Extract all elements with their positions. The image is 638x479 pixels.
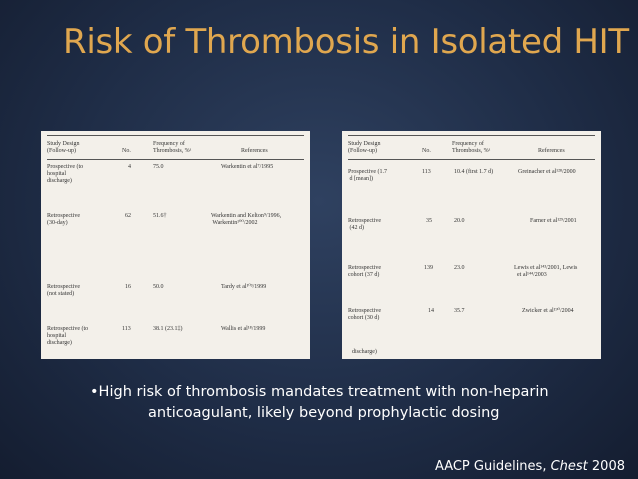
- right-table-image: [342, 131, 601, 359]
- citation-year: 2008: [587, 459, 625, 474]
- header-study-design: Study Design (Follow-up): [47, 141, 80, 154]
- bullet-line-1: •High risk of thrombosis mandates treatment with non-heparin: [90, 384, 549, 400]
- table-cell: Warkentin et al⁷/1995: [221, 164, 274, 170]
- table-cell: Retrospective cohort (30 d): [348, 308, 381, 321]
- table-rule-top: [47, 135, 304, 136]
- table-cell: 14: [428, 308, 434, 314]
- table-cell: 35: [426, 218, 432, 224]
- header-frequency: Frequency of Thrombosis, %ᵃ: [153, 141, 192, 154]
- table-cell: discharge): [352, 349, 377, 355]
- table-cell: 38.1 (23.1‡): [153, 326, 183, 332]
- table-rule-header: [348, 159, 595, 160]
- bullet-line-2: anticoagulant, likely beyond prophylactic dosing: [148, 405, 500, 421]
- table-cell: Warkentin and Kelton⁹/1996, Warkentin¹⁰⁰/2002: [211, 213, 282, 226]
- table-cell: Farner et al¹²⁹/2001: [530, 218, 577, 224]
- table-cell: Retrospective (not stated): [47, 284, 80, 297]
- citation-prefix: AACP Guidelines,: [434, 459, 551, 474]
- table-rule-header: [47, 159, 304, 160]
- table-cell: Wallis et al¹⁸/1999: [221, 326, 266, 332]
- header-references: References: [241, 148, 268, 154]
- table-cell: Prospective (to hospital discharge): [47, 164, 84, 184]
- table-cell: 51.6†: [153, 213, 167, 219]
- table-cell: Tardy et al¹⁰³/1999: [221, 284, 267, 290]
- table-cell: 20.0: [454, 218, 465, 224]
- table-cell: 23.0: [454, 265, 465, 271]
- left-table-image: [41, 131, 310, 359]
- table-rule-top: [348, 135, 595, 136]
- table-cell: Prospective (1.7 d [mean]): [348, 169, 387, 182]
- table-cell: Lewis et al¹⁴³/2001, Lewis et al¹⁴⁴/2003: [514, 265, 578, 278]
- header-no: No.: [122, 148, 131, 154]
- table-cell: 113: [422, 169, 431, 175]
- slide-title: Risk of Thrombosis in Isolated HIT: [63, 22, 629, 62]
- table-cell: 62: [125, 213, 131, 219]
- table-cell: Retrospective (to hospital discharge): [47, 326, 89, 346]
- table-cell: Retrospective cohort (37 d): [348, 265, 381, 278]
- citation-journal: Chest: [550, 459, 588, 474]
- citation: [435, 459, 625, 474]
- table-cell: 35.7: [454, 308, 465, 314]
- table-cell: 113: [122, 326, 131, 332]
- table-cell: 10.4 (first 1.7 d): [454, 169, 494, 175]
- table-cell: Retrospective (42 d): [348, 218, 381, 231]
- table-cell: 139: [424, 265, 433, 271]
- table-cell: 4: [128, 164, 131, 170]
- bullet-text: [90, 382, 610, 424]
- table-cell: Zwicker et al¹⁹⁰/2004: [522, 308, 574, 314]
- header-frequency: Frequency of Thrombosis, %ᵃ: [452, 141, 491, 154]
- header-no: No.: [422, 148, 431, 154]
- table-cell: Greinacher et al¹²⁸/2000: [518, 169, 576, 175]
- header-references: References: [538, 148, 565, 154]
- table-cell: 75.0: [153, 164, 164, 170]
- table-cell: Retrospective (30-day): [47, 213, 80, 226]
- header-study-design: Study Design (Follow-up): [348, 141, 381, 154]
- table-cell: 16: [125, 284, 131, 290]
- table-cell: 50.0: [153, 284, 164, 290]
